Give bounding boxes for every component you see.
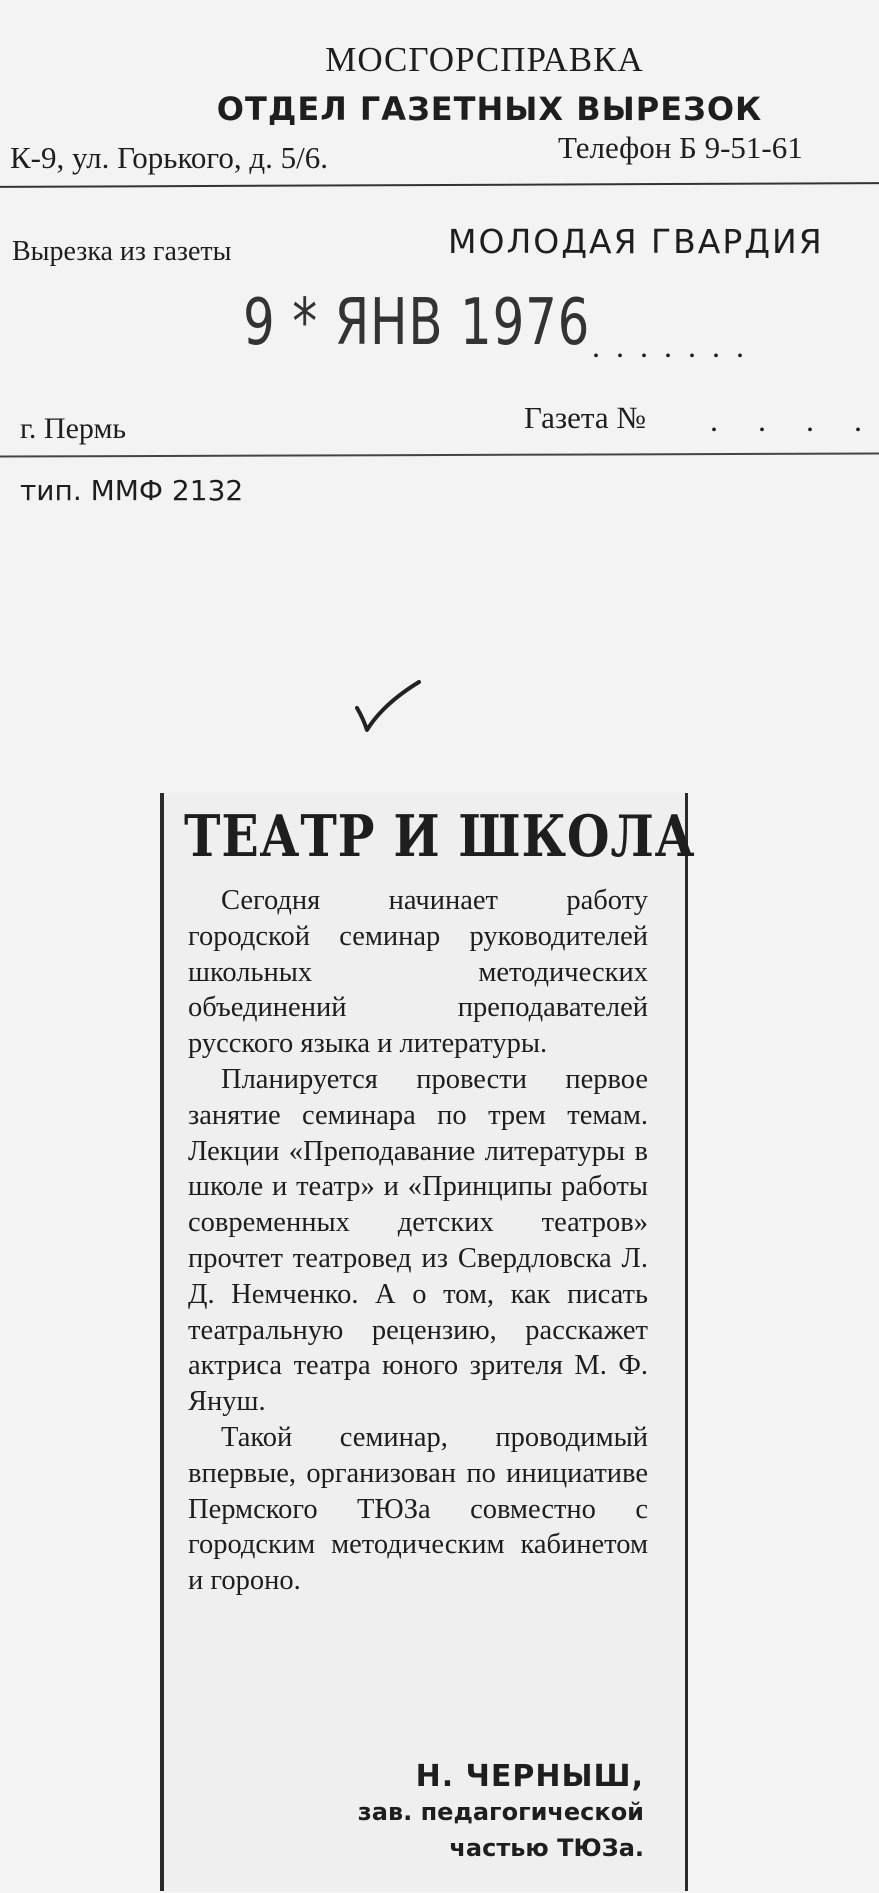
- checkmark-icon: [353, 678, 423, 736]
- article-body: [188, 883, 648, 1599]
- clip-source-label: Вырезка из газеты: [12, 236, 232, 267]
- date-stamp: 9 * ЯНВ 1976: [243, 286, 591, 360]
- newspaper-name: МОЛОДАЯ ГВАРДИЯ: [448, 222, 824, 261]
- date-fill-dots: .......: [592, 328, 760, 364]
- article-title: ТЕАТР И ШКОЛА: [184, 803, 696, 870]
- agency-name: МОСГОРСПРАВКА: [325, 40, 644, 79]
- article-paragraph: Сегодня начинает работу городской семинар руководителей школьных методических объединений преподавателей русского языка и литературы.: [188, 885, 648, 1060]
- department-name: ОТДЕЛ ГАЗЕТНЫХ ВЫРЕЗОК: [216, 90, 763, 128]
- author-role-line: частью ТЮЗа.: [449, 1834, 644, 1862]
- article-paragraph: Такой семинар, проводимый впервые, организован по инициативе Пермского ТЮЗа совместно с городским методическим кабинетом и гороно.: [188, 1421, 648, 1597]
- newspaper-clipping: [160, 793, 696, 1891]
- number-fill-dots: . . . .: [710, 402, 878, 438]
- header-divider: [0, 182, 879, 188]
- agency-address: К-9, ул. Горького, д. 5/6.: [10, 140, 329, 175]
- author-role-line: зав. педагогической: [357, 1798, 644, 1826]
- newspaper-number-label: Газета №: [524, 400, 646, 435]
- article-signature: [314, 1759, 644, 1866]
- printing-house-mark: тип. ММФ 2132: [20, 474, 244, 507]
- form-divider: [0, 452, 879, 457]
- city-field: г. Пермь: [20, 412, 127, 445]
- agency-phone: Телефон Б 9-51-61: [558, 130, 803, 165]
- article-paragraph: Планируется провести первое занятие семинара по трем темам. Лекции «Преподавание литературы в школе и театр» и «Принципы работы современных детских театров» прочтет театровед из Свердловска Л. Д. Немченко. А о том, как писать театральную рецензию, расскажет актриса театра юного зрителя М. Ф. Януш.: [188, 1063, 648, 1418]
- author-name: Н. ЧЕРНЫШ,: [415, 1759, 644, 1794]
